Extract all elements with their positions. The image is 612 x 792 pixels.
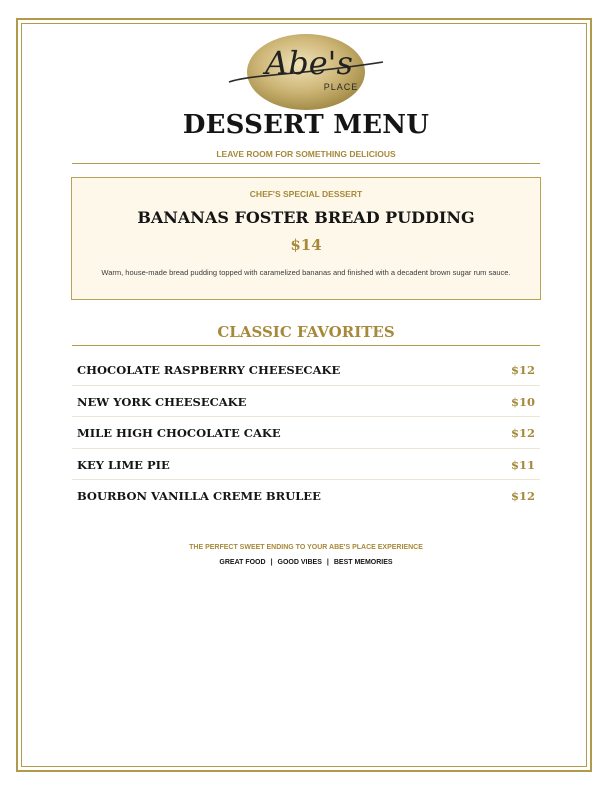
- footer-values: [0, 559, 612, 566]
- menu-item-price: $11: [510, 457, 535, 472]
- dessert-list: [72, 354, 540, 511]
- menu-item-price: $12: [510, 426, 535, 440]
- menu-item: [72, 386, 540, 418]
- menu-item-price: $12: [510, 489, 535, 503]
- menu-item: [72, 480, 540, 511]
- footer-separator: |: [270, 559, 273, 566]
- footer-value-memories: BEST MEMORIES: [333, 559, 393, 566]
- page-title: DESSERT MENU: [182, 110, 430, 140]
- menu-item-name: BOURBON VANILLA CREME BRULEE: [77, 489, 321, 503]
- menu-item-name: NEW YORK CHEESECAKE: [77, 394, 247, 409]
- special-dish-description: Warm, house-made bread pudding topped with caramelized bananas and finished with a decadent brown sugar rum sauce.: [101, 268, 511, 277]
- special-dish-price: $14: [290, 236, 322, 254]
- page-subtitle: LEAVE ROOM FOR SOMETHING DELICIOUS: [216, 149, 396, 159]
- menu-item-name: CHOCOLATE RASPBERRY CHEESECAKE: [77, 363, 341, 377]
- classic-favorites-title: CLASSIC FAVORITES: [217, 323, 395, 341]
- special-dish-name: BANANAS FOSTER BREAD PUDDING: [137, 208, 475, 227]
- chef-special-card: [71, 177, 541, 300]
- menu-item: [72, 449, 540, 481]
- footer-value-vibes: GOOD VIBES: [277, 559, 322, 566]
- section-divider: [72, 345, 540, 346]
- menu-item-name: KEY LIME PIE: [77, 457, 170, 472]
- svg-text:PLACE: PLACE: [323, 82, 359, 92]
- svg-text:Abe's: Abe's: [265, 44, 353, 82]
- menu-item-price: $12: [510, 363, 535, 377]
- header-divider: [72, 163, 540, 164]
- footer-value-food: GREAT FOOD: [219, 559, 266, 566]
- menu-item-price: $10: [510, 394, 535, 409]
- abes-place-logo: [223, 30, 389, 114]
- menu-item-name: MILE HIGH CHOCOLATE CAKE: [77, 426, 281, 440]
- footer-separator: |: [326, 559, 329, 566]
- menu-item: [72, 417, 540, 449]
- footer-tagline: THE PERFECT SWEET ENDING TO YOUR ABE'S PLACE EXPERIENCE: [189, 544, 423, 551]
- special-label: CHEF'S SPECIAL DESSERT: [249, 189, 363, 199]
- menu-item: [72, 354, 540, 386]
